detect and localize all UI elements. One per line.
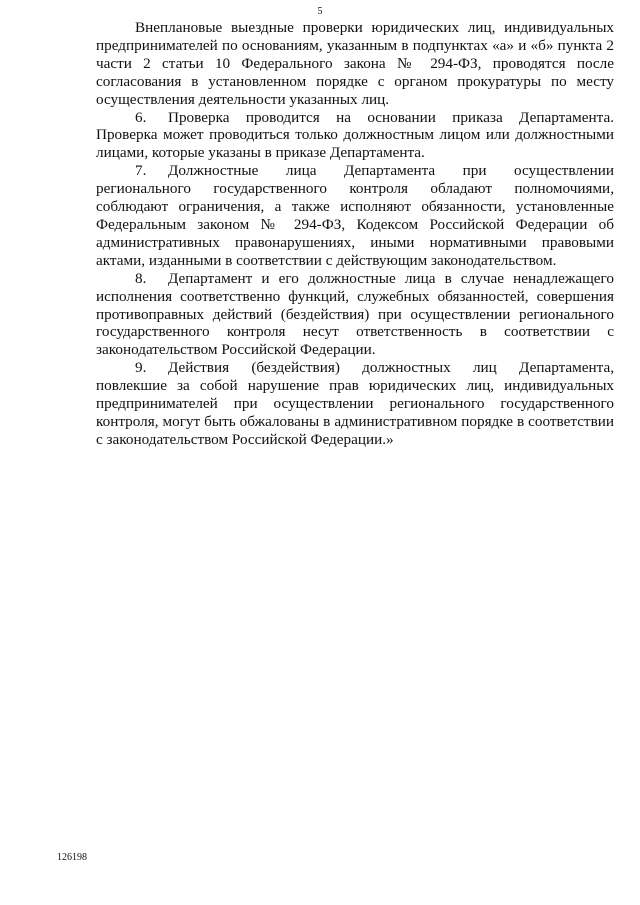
document-code: 126198 <box>57 852 87 863</box>
paragraph-number: 6. <box>135 108 147 126</box>
page-number: 5 <box>317 6 323 17</box>
document-body <box>96 19 614 449</box>
paragraph-8 <box>96 270 614 360</box>
paragraph-9 <box>96 359 614 449</box>
paragraph-number: 9. <box>135 359 147 377</box>
paragraph-text: Внеплановые выездные проверки юридических лиц, индивидуальных предпринимателей по основаниям, указанным в подпунктах «а» и «б» пункта 2 части 2 статьи 10 Федерального закона № 294-ФЗ, проводятся после согласования в установленном порядке с органом прокуратуры по месту осуществления деятельности указанных лиц. <box>96 19 614 108</box>
paragraph-7 <box>96 162 614 269</box>
paragraph-text: Департамент и его должностные лица в случае ненадлежащего исполнения соответственно функций, служебных обязанностей, совершения противоправных действий (бездействия) при осуществлении регионального государственного контроля несут ответственность в соответствии с законодательством Российской Федерации. <box>96 269 614 359</box>
paragraph-number: 7. <box>135 162 147 180</box>
paragraph-text: Должностные лица Департамента при осуществлении регионального государственного контроля обладают полномочиями, соблюдают ограничения, а также исполняют обязанности, установленные Федеральным законом № 294-ФЗ, Кодексом Российской Федерации об административных правонарушениях, иными нормативными правовыми актами, изданными в соответствии с действующим законодательством. <box>96 162 614 269</box>
paragraph-number: 8. <box>135 269 147 287</box>
paragraph-6 <box>96 109 614 163</box>
paragraph-text: Проверка проводится на основании приказа Департамента. Проверка может проводиться только должностным лицом или должностными лицами, которые указаны в приказе Департамента. <box>96 108 614 162</box>
paragraph-inspection-approval <box>96 19 614 109</box>
paragraph-text: Действия (бездействия) должностных лиц Департамента, повлекшие за собой нарушение прав юридических лиц, индивидуальных предпринимателей при осуществлении регионального государственного контроля, могут быть обжалованы в административном порядке в соответствии с законодательством Российской Федерации.» <box>96 359 614 448</box>
